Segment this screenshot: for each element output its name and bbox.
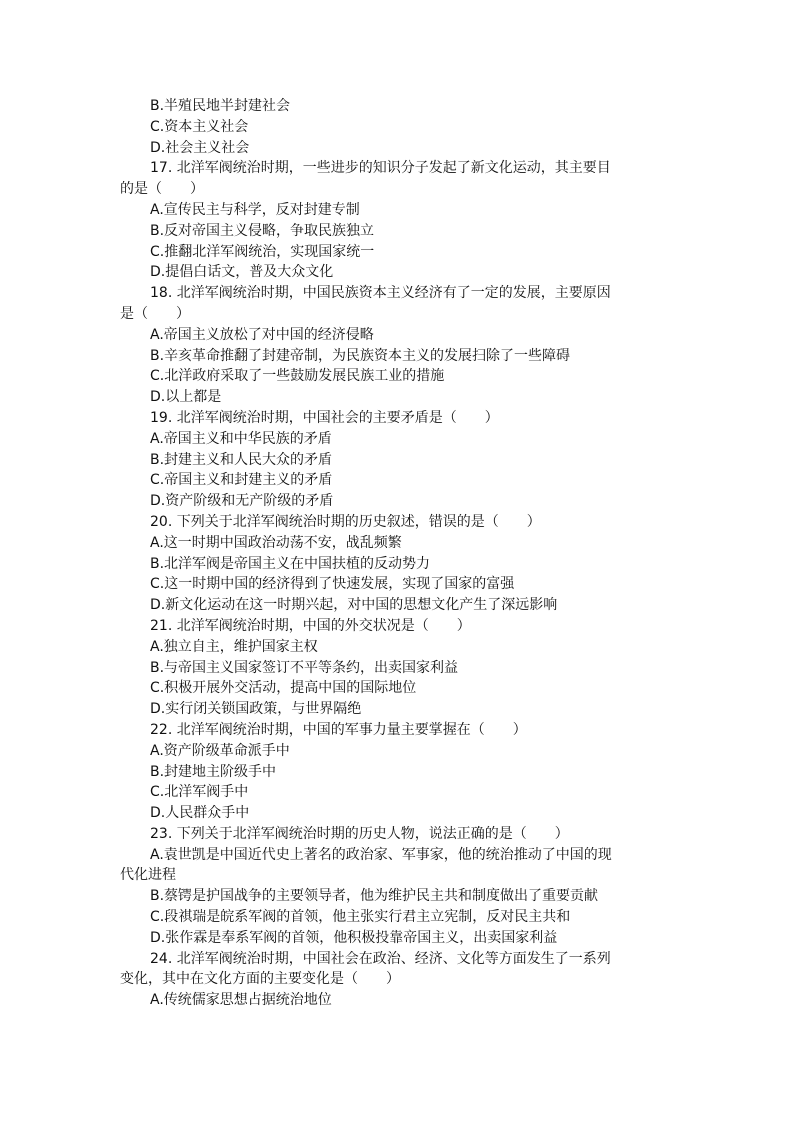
option-line: D.张作霖是奉系军阀的首领，他积极投靠帝国主义，出卖国家利益 (150, 929, 558, 946)
option-line: C.段祺瑞是皖系军阀的首领，他主张实行君主立宪制，反对民主共和 (150, 909, 571, 926)
option-line: D.社会主义社会 (150, 139, 250, 156)
option-line: B.半殖民地半封建社会 (150, 98, 291, 114)
option-line: D.人民群众手中 (150, 805, 250, 822)
question-line: 22. 北洋军阀统治时期，中国的军事力量主要掌握在（ ） (150, 721, 527, 738)
option-line: D.新文化运动在这一时期兴起，对中国的思想文化产生了深远影响 (150, 597, 558, 614)
option-line: B.封建地主阶级手中 (150, 763, 277, 780)
question-list (120, 96, 676, 1011)
option-line: B.与帝国主义国家签订不平等条约，出卖国家利益 (150, 659, 459, 676)
option-line: C.资本主义社会 (150, 118, 249, 135)
question-line: 24. 北洋军阀统治时期，中国社会在政治、经济、文化等方面发生了一系列 (150, 950, 611, 967)
option-line: C.北洋政府采取了一些鼓励发展民族工业的措施 (150, 368, 445, 385)
question-continuation: 变化，其中在文化方面的主要变化是（ ） (120, 971, 400, 988)
option-line: A.独立自主，维护国家主权 (150, 638, 318, 655)
question-continuation: 的是（ ） (120, 181, 204, 198)
option-line: B.北洋军阀是帝国主义在中国扶植的反动势力 (150, 555, 431, 572)
option-line: C.北洋军阀手中 (150, 784, 249, 801)
question-line: 23. 下列关于北洋军阀统治时期的历史人物，说法正确的是（ ） (150, 825, 569, 842)
option-continuation: 代化进程 (120, 867, 176, 884)
question-line: 17. 北洋军阀统治时期，一些进步的知识分子发起了新文化运动，其主要目 (150, 160, 611, 177)
question-line: 20. 下列关于北洋军阀统治时期的历史叙述，错误的是（ ） (150, 513, 541, 530)
option-line: B.反对帝国主义侵略，争取民族独立 (150, 222, 375, 239)
question-line: 19. 北洋军阀统治时期，中国社会的主要矛盾是（ ） (150, 409, 499, 426)
option-line: B.辛亥革命推翻了封建帝制，为民族资本主义的发展扫除了一些障碍 (150, 347, 571, 364)
option-line: D.提倡白话文，普及大众文化 (150, 264, 334, 281)
option-line: A.资产阶级革命派手中 (150, 742, 290, 759)
option-line: A.传统儒家思想占据统治地位 (150, 992, 332, 1009)
option-line: D.以上都是 (150, 389, 222, 406)
option-line: A.这一时期中国政治动荡不安，战乱频繁 (150, 534, 402, 551)
question-line: 21. 北洋军阀统治时期，中国的外交状况是（ ） (150, 617, 471, 634)
option-line: B.蔡锷是护国战争的主要领导者，他为维护民主共和制度做出了重要贡献 (150, 888, 599, 905)
option-line: C.帝国主义和封建主义的矛盾 (150, 472, 333, 489)
option-line: A.帝国主义和中华民族的矛盾 (150, 430, 332, 447)
option-line: D.实行闭关锁国政策，与世界隔绝 (150, 701, 362, 718)
option-line: C.推翻北洋军阀统治，实现国家统一 (150, 243, 375, 260)
option-line: C.这一时期中国的经济得到了快速发展，实现了国家的富强 (150, 576, 515, 593)
option-line: D.资产阶级和无产阶级的矛盾 (150, 493, 334, 510)
question-line: 18. 北洋军阀统治时期，中国民族资本主义经济有了一定的发展，主要原因 (150, 285, 611, 302)
option-line: C.积极开展外交活动，提高中国的国际地位 (150, 680, 417, 697)
option-line: A.宣传民主与科学，反对封建专制 (150, 201, 360, 218)
option-line: A.袁世凯是中国近代史上著名的政治家、军事家，他的统治推动了中国的现 (150, 846, 612, 863)
question-continuation: 是（ ） (120, 305, 190, 322)
option-line: A.帝国主义放松了对中国的经济侵略 (150, 326, 374, 343)
option-line: B.封建主义和人民大众的矛盾 (150, 451, 333, 468)
